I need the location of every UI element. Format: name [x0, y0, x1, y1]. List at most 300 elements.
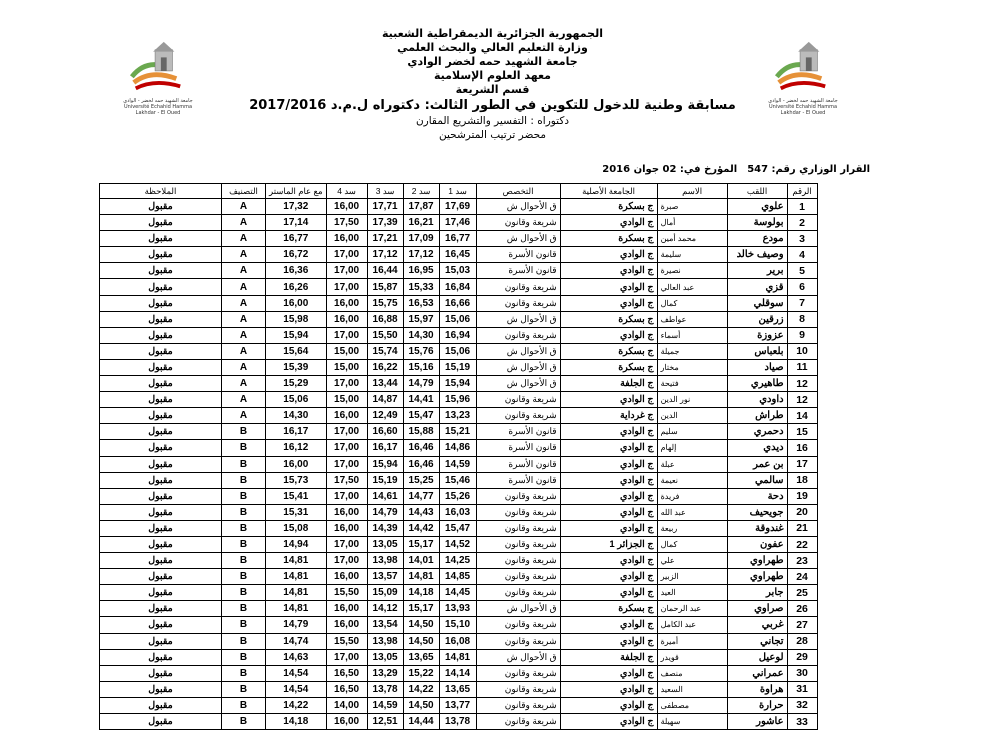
- col-semester-1-cell: 14,81: [439, 649, 476, 665]
- col-surname-cell: صراوي: [727, 601, 787, 617]
- col-semester-1-cell: 14,52: [439, 536, 476, 552]
- col-semester-3-cell: 13,98: [367, 553, 403, 569]
- col-university-cell: ج الوادي: [560, 488, 657, 504]
- col-surname-cell: سالمي: [727, 472, 787, 488]
- col-remark-cell: مقبول: [100, 247, 222, 263]
- col-given-name-cell: عبد العالي: [657, 279, 727, 295]
- col-semester-4-cell: 16,00: [326, 295, 367, 311]
- col-semester-1-cell: 15,47: [439, 520, 476, 536]
- col-semester-4-cell: 15,00: [326, 343, 367, 359]
- col-semester-2-cell: 15,76: [403, 343, 439, 359]
- col-semester-3-cell: 12,51: [367, 714, 403, 730]
- col-semester-1-cell: 16,77: [439, 231, 476, 247]
- col-university-cell: ج بسكرة: [560, 601, 657, 617]
- col-master-average-cell: 15,31: [266, 504, 327, 520]
- table-header-row: [100, 184, 818, 199]
- col-rank-cell: 18: [787, 472, 817, 488]
- col-rank-cell: 10: [787, 343, 817, 359]
- col-specialty-cell: شريعة وقانون: [476, 617, 560, 633]
- col-surname-cell: بولوسة: [727, 215, 787, 231]
- col-classification-cell: B: [222, 649, 266, 665]
- col-semester-4-cell: 17,00: [326, 424, 367, 440]
- col-semester-3-cell: 16,17: [367, 440, 403, 456]
- col-semester-3-cell: 16,22: [367, 359, 403, 375]
- table-row: [100, 520, 818, 536]
- col-semester-1-cell: 15,26: [439, 488, 476, 504]
- col-surname-cell: عمراني: [727, 665, 787, 681]
- col-semester-4-cell: 17,00: [326, 263, 367, 279]
- col-rank-cell: 22: [787, 536, 817, 552]
- col-semester-1-cell: 13,78: [439, 714, 476, 730]
- col-given-name-cell: الدين: [657, 408, 727, 424]
- col-remark-cell: مقبول: [100, 456, 222, 472]
- col-rank-cell: 5: [787, 263, 817, 279]
- col-given-name-cell: صبرة: [657, 199, 727, 215]
- col-given-name-cell: أسماء: [657, 327, 727, 343]
- col-semester-4-cell: 17,00: [326, 376, 367, 392]
- col-surname-cell: طهراوي: [727, 569, 787, 585]
- col-master-average-cell: 14,81: [266, 585, 327, 601]
- col-classification-cell: B: [222, 504, 266, 520]
- col-rank-cell: 15: [787, 424, 817, 440]
- col-rank-cell: 1: [787, 199, 817, 215]
- col-classification-cell: A: [222, 231, 266, 247]
- col-university-cell: ج الوادي: [560, 424, 657, 440]
- table-row: [100, 359, 818, 375]
- col-semester-4-cell: 16,00: [326, 714, 367, 730]
- col-surname-cell: بن عمر: [727, 456, 787, 472]
- col-semester-1-cell: 17,46: [439, 215, 476, 231]
- col-specialty-cell: شريعة وقانون: [476, 215, 560, 231]
- col-classification-cell: B: [222, 633, 266, 649]
- col-semester-2-cell: 14,30: [403, 327, 439, 343]
- col-surname-cell: وصيف خالد: [727, 247, 787, 263]
- col-master-average-cell: 14,81: [266, 569, 327, 585]
- col-given-name-cell: جميلة: [657, 343, 727, 359]
- col-classification-cell: A: [222, 247, 266, 263]
- col-semester-2-cell: 16,46: [403, 456, 439, 472]
- col-specialty-cell: ق الأحوال ش: [476, 601, 560, 617]
- col-semester-2-cell: 16,95: [403, 263, 439, 279]
- col-remark-cell: مقبول: [100, 553, 222, 569]
- col-semester-2-cell: 17,87: [403, 199, 439, 215]
- col-rank-cell: 21: [787, 520, 817, 536]
- col-remark-cell: مقبول: [100, 295, 222, 311]
- col-remark-cell: مقبول: [100, 601, 222, 617]
- col-classification-cell: B: [222, 665, 266, 681]
- col-remark-cell: مقبول: [100, 681, 222, 697]
- col-given-name-cell: علي: [657, 553, 727, 569]
- col-semester-3-cell: 14,61: [367, 488, 403, 504]
- col-specialty-cell: شريعة وقانون: [476, 488, 560, 504]
- decree-date: المؤرخ في: 02 جوان 2016: [602, 164, 738, 175]
- table-row: [100, 714, 818, 730]
- col-surname-cell: صياد: [727, 359, 787, 375]
- col-semester-2-cell: 14,79: [403, 376, 439, 392]
- col-surname-cell: حرارة: [727, 697, 787, 713]
- col-rank-cell: 33: [787, 714, 817, 730]
- col-classification-cell: B: [222, 456, 266, 472]
- col-master-average-cell: 14,94: [266, 536, 327, 552]
- col-semester-2-cell: 17,09: [403, 231, 439, 247]
- col-rank-cell: 25: [787, 585, 817, 601]
- col-semester-2-header: سد 2: [403, 184, 439, 199]
- col-master-average-cell: 14,81: [266, 553, 327, 569]
- ranking-table: [99, 183, 818, 730]
- col-specialty-cell: شريعة وقانون: [476, 633, 560, 649]
- col-semester-3-cell: 13,44: [367, 376, 403, 392]
- table-row: [100, 215, 818, 231]
- report-title: محضر ترتيب المترشحين: [439, 129, 546, 141]
- col-given-name-cell: أمال: [657, 215, 727, 231]
- col-remark-cell: مقبول: [100, 472, 222, 488]
- col-surname-cell: جابر: [727, 585, 787, 601]
- col-university-cell: ج الوادي: [560, 714, 657, 730]
- university-logo-left: [128, 40, 186, 98]
- col-specialty-cell: شريعة وقانون: [476, 697, 560, 713]
- col-classification-cell: B: [222, 585, 266, 601]
- col-semester-4-cell: 16,00: [326, 504, 367, 520]
- col-semester-2-cell: 15,22: [403, 665, 439, 681]
- header-institute: معهد العلوم الإسلامية: [434, 69, 551, 82]
- col-semester-4-cell: 15,00: [326, 359, 367, 375]
- col-given-name-cell: أميرة: [657, 633, 727, 649]
- col-surname-cell: غندوقة: [727, 520, 787, 536]
- col-specialty-cell: ق الأحوال ش: [476, 649, 560, 665]
- col-semester-3-cell: 13,54: [367, 617, 403, 633]
- col-semester-4-cell: 16,00: [326, 617, 367, 633]
- col-semester-4-cell: 17,00: [326, 279, 367, 295]
- col-semester-1-cell: 15,03: [439, 263, 476, 279]
- col-semester-1-cell: 16,45: [439, 247, 476, 263]
- col-classification-cell: B: [222, 714, 266, 730]
- col-university-cell: ج الوادي: [560, 504, 657, 520]
- col-given-name-cell: عبد الله: [657, 504, 727, 520]
- col-rank-cell: 2: [787, 215, 817, 231]
- header-ministry: وزارة التعليم العالي والبحث العلمي: [397, 41, 588, 54]
- col-classification-cell: B: [222, 520, 266, 536]
- col-remark-cell: مقبول: [100, 424, 222, 440]
- col-classification-cell: A: [222, 408, 266, 424]
- table-row: [100, 601, 818, 617]
- col-semester-3-cell: 15,74: [367, 343, 403, 359]
- col-semester-3-cell: 13,98: [367, 633, 403, 649]
- col-semester-2-cell: 15,88: [403, 424, 439, 440]
- col-remark-cell: مقبول: [100, 633, 222, 649]
- col-remark-cell: مقبول: [100, 617, 222, 633]
- col-given-name-cell: منصف: [657, 665, 727, 681]
- table-row: [100, 311, 818, 327]
- col-classification-cell: A: [222, 311, 266, 327]
- col-university-cell: ج الوادي: [560, 633, 657, 649]
- col-remark-cell: مقبول: [100, 327, 222, 343]
- table-row: [100, 231, 818, 247]
- decree-line: [100, 164, 870, 175]
- logo-caption-left: جامعة الشهيد حمه لخضر - الوادي Université Echahid Hamma Lakhdar - El Oued: [123, 98, 193, 116]
- col-rank-cell: 11: [787, 359, 817, 375]
- col-surname-cell: جويحيف: [727, 504, 787, 520]
- col-remark-cell: مقبول: [100, 215, 222, 231]
- col-university-cell: ج الوادي: [560, 472, 657, 488]
- col-given-name-cell: سليمة: [657, 247, 727, 263]
- col-semester-3-cell: 13,05: [367, 536, 403, 552]
- col-semester-3-cell: 13,05: [367, 649, 403, 665]
- col-rank-cell: 28: [787, 633, 817, 649]
- col-semester-2-cell: 15,17: [403, 536, 439, 552]
- col-semester-1-cell: 14,45: [439, 585, 476, 601]
- col-remark-cell: مقبول: [100, 199, 222, 215]
- col-specialty-cell: قانون الأسرة: [476, 263, 560, 279]
- col-surname-cell: عزوزة: [727, 327, 787, 343]
- col-rank-cell: 31: [787, 681, 817, 697]
- col-master-average-cell: 16,00: [266, 295, 327, 311]
- col-surname-cell: برير: [727, 263, 787, 279]
- col-surname-cell: طراش: [727, 408, 787, 424]
- col-semester-4-cell: 16,00: [326, 199, 367, 215]
- doctorate-field: دكتوراه : التفسير والتشريع المقارن: [415, 115, 570, 127]
- col-semester-4-cell: 15,00: [326, 392, 367, 408]
- col-given-name-cell: الزبير: [657, 569, 727, 585]
- col-rank-cell: 16: [787, 440, 817, 456]
- col-classification-cell: A: [222, 359, 266, 375]
- col-classification-cell: B: [222, 681, 266, 697]
- col-surname-cell: لوعيل: [727, 649, 787, 665]
- col-university-cell: ج الوادي: [560, 681, 657, 697]
- col-specialty-cell: ق الأحوال ش: [476, 359, 560, 375]
- col-given-name-cell: كمال: [657, 295, 727, 311]
- col-semester-1-cell: 15,94: [439, 376, 476, 392]
- col-surname-cell: غربي: [727, 617, 787, 633]
- table-row: [100, 585, 818, 601]
- col-master-average-cell: 14,54: [266, 665, 327, 681]
- col-university-cell: ج الوادي: [560, 520, 657, 536]
- col-university-cell: ج الوادي: [560, 215, 657, 231]
- col-master-average-cell: 14,18: [266, 714, 327, 730]
- col-master-average-cell: 17,32: [266, 199, 327, 215]
- col-semester-2-cell: 13,65: [403, 649, 439, 665]
- col-specialty-cell: قانون الأسرة: [476, 424, 560, 440]
- col-semester-2-cell: 15,25: [403, 472, 439, 488]
- col-semester-2-cell: 14,77: [403, 488, 439, 504]
- col-classification-cell: A: [222, 343, 266, 359]
- table-row: [100, 504, 818, 520]
- col-classification-cell: B: [222, 569, 266, 585]
- header-republic: الجمهورية الجزائرية الديمقراطية الشعبية: [382, 27, 603, 40]
- col-given-name-cell: عواطف: [657, 311, 727, 327]
- document-header: [180, 27, 805, 142]
- col-remark-cell: مقبول: [100, 665, 222, 681]
- col-remark-cell: مقبول: [100, 569, 222, 585]
- col-university-cell: ج الوادي: [560, 247, 657, 263]
- col-semester-3-cell: 14,87: [367, 392, 403, 408]
- col-remark-cell: مقبول: [100, 279, 222, 295]
- col-given-name-cell: العيد: [657, 585, 727, 601]
- col-rank-cell: 20: [787, 504, 817, 520]
- col-rank-cell: 8: [787, 311, 817, 327]
- col-university-cell: ج الجزائر 1: [560, 536, 657, 552]
- col-semester-4-cell: 16,00: [326, 408, 367, 424]
- col-rank-cell: 9: [787, 327, 817, 343]
- col-semester-1-cell: 14,85: [439, 569, 476, 585]
- col-semester-1-header: سد 1: [439, 184, 476, 199]
- col-rank-cell: 19: [787, 488, 817, 504]
- table-row: [100, 279, 818, 295]
- col-surname-cell: علوي: [727, 199, 787, 215]
- col-classification-cell: B: [222, 553, 266, 569]
- table-row: [100, 681, 818, 697]
- col-specialty-cell: شريعة وقانون: [476, 327, 560, 343]
- logo-caption-right: جامعة الشهيد حمه لخضر - الوادي Université Echahid Hamma Lakhdar - El Oued: [768, 98, 838, 116]
- col-semester-2-cell: 14,42: [403, 520, 439, 536]
- col-university-cell: ج الوادي: [560, 327, 657, 343]
- col-master-average-header: مع عام الماستر: [266, 184, 327, 199]
- col-semester-2-cell: 15,17: [403, 601, 439, 617]
- col-specialty-cell: ق الأحوال ش: [476, 376, 560, 392]
- col-surname-cell: داودي: [727, 392, 787, 408]
- col-classification-cell: A: [222, 263, 266, 279]
- col-remark-cell: مقبول: [100, 504, 222, 520]
- col-semester-4-cell: 15,50: [326, 633, 367, 649]
- col-semester-4-cell: 17,00: [326, 456, 367, 472]
- col-classification-cell: A: [222, 376, 266, 392]
- table-row: [100, 408, 818, 424]
- col-university-cell: ج بسكرة: [560, 311, 657, 327]
- col-rank-cell: 23: [787, 553, 817, 569]
- col-classification-cell: A: [222, 295, 266, 311]
- col-semester-4-cell: 17,50: [326, 215, 367, 231]
- col-semester-2-cell: 14,50: [403, 617, 439, 633]
- col-semester-1-cell: 17,69: [439, 199, 476, 215]
- col-master-average-cell: 15,64: [266, 343, 327, 359]
- col-given-name-cell: فريدة: [657, 488, 727, 504]
- col-semester-3-cell: 14,39: [367, 520, 403, 536]
- col-semester-2-cell: 14,01: [403, 553, 439, 569]
- col-semester-4-cell: 16,00: [326, 311, 367, 327]
- col-semester-4-cell: 17,50: [326, 472, 367, 488]
- col-semester-2-cell: 15,97: [403, 311, 439, 327]
- col-semester-3-header: سد 3: [367, 184, 403, 199]
- col-remark-cell: مقبول: [100, 231, 222, 247]
- table-row: [100, 633, 818, 649]
- col-semester-1-cell: 14,14: [439, 665, 476, 681]
- col-classification-cell: A: [222, 215, 266, 231]
- col-classification-cell: B: [222, 536, 266, 552]
- header-department: قسم الشريعة: [455, 83, 530, 96]
- table-body: [100, 199, 818, 730]
- col-semester-1-cell: 16,84: [439, 279, 476, 295]
- col-given-name-cell: نور الدين: [657, 392, 727, 408]
- col-master-average-cell: 14,74: [266, 633, 327, 649]
- table-row: [100, 697, 818, 713]
- col-surname-cell: دحمري: [727, 424, 787, 440]
- col-remark-cell: مقبول: [100, 536, 222, 552]
- table-row: [100, 472, 818, 488]
- table-row: [100, 488, 818, 504]
- col-semester-3-cell: 13,78: [367, 681, 403, 697]
- col-semester-1-cell: 16,03: [439, 504, 476, 520]
- table-row: [100, 553, 818, 569]
- col-remark-cell: مقبول: [100, 311, 222, 327]
- col-surname-cell: بلعباس: [727, 343, 787, 359]
- col-university-cell: ج الوادي: [560, 295, 657, 311]
- col-given-name-cell: عبد الرحمان: [657, 601, 727, 617]
- col-given-name-cell: محمد أمين: [657, 231, 727, 247]
- col-semester-4-cell: 16,00: [326, 231, 367, 247]
- col-semester-1-cell: 13,77: [439, 697, 476, 713]
- col-specialty-cell: قانون الأسرة: [476, 247, 560, 263]
- col-specialty-cell: ق الأحوال ش: [476, 343, 560, 359]
- col-master-average-cell: 15,98: [266, 311, 327, 327]
- col-semester-2-cell: 14,50: [403, 697, 439, 713]
- col-university-cell: ج الوادي: [560, 440, 657, 456]
- col-master-average-cell: 15,73: [266, 472, 327, 488]
- col-semester-4-cell: 16,50: [326, 681, 367, 697]
- col-semester-1-cell: 16,66: [439, 295, 476, 311]
- col-specialty-cell: ق الأحوال ش: [476, 311, 560, 327]
- col-rank-cell: 12: [787, 376, 817, 392]
- col-master-average-cell: 16,12: [266, 440, 327, 456]
- col-university-cell: ج غرداية: [560, 408, 657, 424]
- col-specialty-cell: شريعة وقانون: [476, 585, 560, 601]
- col-rank-cell: 29: [787, 649, 817, 665]
- col-rank-cell: 7: [787, 295, 817, 311]
- col-semester-2-cell: 14,22: [403, 681, 439, 697]
- col-rank-cell: 12: [787, 392, 817, 408]
- table-row: [100, 649, 818, 665]
- col-semester-1-cell: 13,93: [439, 601, 476, 617]
- col-surname-cell: سوقلي: [727, 295, 787, 311]
- col-classification-cell: B: [222, 617, 266, 633]
- col-university-cell: ج الوادي: [560, 617, 657, 633]
- col-specialty-cell: شريعة وقانون: [476, 504, 560, 520]
- col-semester-3-cell: 16,60: [367, 424, 403, 440]
- col-rank-cell: 24: [787, 569, 817, 585]
- col-remark-cell: مقبول: [100, 585, 222, 601]
- col-semester-1-cell: 16,94: [439, 327, 476, 343]
- table-row: [100, 376, 818, 392]
- col-rank-cell: 4: [787, 247, 817, 263]
- col-semester-3-cell: 17,71: [367, 199, 403, 215]
- col-given-name-cell: ربيعة: [657, 520, 727, 536]
- col-semester-2-cell: 16,53: [403, 295, 439, 311]
- col-semester-3-cell: 13,57: [367, 569, 403, 585]
- col-master-average-cell: 14,54: [266, 681, 327, 697]
- col-master-average-cell: 14,63: [266, 649, 327, 665]
- col-semester-3-cell: 15,75: [367, 295, 403, 311]
- col-semester-1-cell: 15,06: [439, 343, 476, 359]
- col-surname-cell: دحة: [727, 488, 787, 504]
- col-semester-4-cell: 16,00: [326, 601, 367, 617]
- table-row: [100, 665, 818, 681]
- col-semester-1-cell: 14,25: [439, 553, 476, 569]
- col-specialty-header: التخصص: [476, 184, 560, 199]
- col-specialty-cell: شريعة وقانون: [476, 520, 560, 536]
- col-semester-3-cell: 16,44: [367, 263, 403, 279]
- col-semester-3-cell: 15,94: [367, 456, 403, 472]
- col-master-average-cell: 16,77: [266, 231, 327, 247]
- table-row: [100, 327, 818, 343]
- col-remark-cell: مقبول: [100, 343, 222, 359]
- col-surname-cell: عفون: [727, 536, 787, 552]
- col-master-average-cell: 15,39: [266, 359, 327, 375]
- col-given-name-cell: فتيحة: [657, 376, 727, 392]
- col-classification-header: التصنيف: [222, 184, 266, 199]
- col-specialty-cell: شريعة وقانون: [476, 408, 560, 424]
- table-row: [100, 440, 818, 456]
- col-semester-2-cell: 14,18: [403, 585, 439, 601]
- col-semester-3-cell: 17,39: [367, 215, 403, 231]
- col-semester-2-cell: 14,81: [403, 569, 439, 585]
